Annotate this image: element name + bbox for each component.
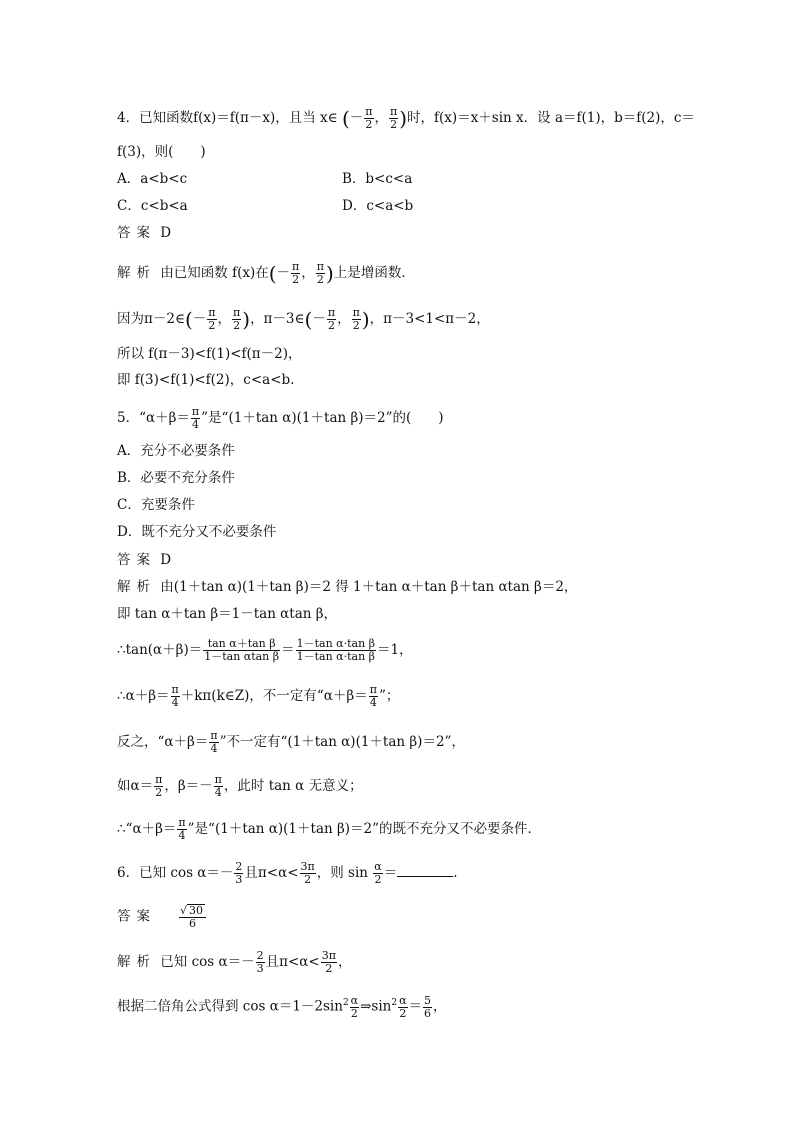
q5-answer — [117, 551, 171, 569]
q5-solution-6: 如α＝ $\frac{\pi}{2}$ ，β＝－ $\frac{\pi}{4}$ ，此时 tan α 无意义； — [117, 773, 363, 799]
q5-solution-4: ∴α＋β＝ $\frac{\pi}{4}$ ＋kπ(k∈Z)，不一定有“α＋β＝ $\frac{\pi}{4}$ ”； — [117, 683, 400, 709]
answer-blank — [397, 864, 453, 877]
answer-label: 答案 — [117, 908, 156, 925]
q4-option-c: C．c<b<a — [117, 198, 188, 214]
solution-label: 解析 — [117, 579, 156, 595]
answer-value: $\frac{√ 30}{6}$ — [179, 904, 206, 930]
q5-solution-5: 反之，“α＋β＝ $\frac{\pi}{4}$ ”不一定有“(1＋tan α)(1＋tan β)＝2”， — [117, 729, 465, 755]
q4-solution-4: 即 f(3)<f(1)<f(2)，c<a<b. — [117, 372, 295, 388]
answer-label: 答案 — [117, 552, 156, 568]
q4-stem-line2: f(3)，则( ) — [117, 144, 206, 160]
answer-value: D — [160, 225, 172, 241]
q5-option-b: B．必要不充分条件 — [117, 470, 235, 486]
q6-solution-2: 根据二倍角公式得到 $\cos \alpha=1-2\sin^2$ $\frac{\alpha}{2}$ $\Rightarrow\sin^2$ $\frac{\alpha}{2}$ ＝ $\frac{5}{6}$ ， — [117, 993, 447, 1020]
q5-solution-7: ∴“α＋β＝ $\frac{\pi}{4}$ ”是“(1＋tan α)(1＋tan β)＝2”的既不充分又不必要条件． — [117, 816, 542, 842]
q4-stem-c: 时，f(x)＝x＋sin x．设 a＝f(1)，b＝f(2)，c＝ — [407, 110, 695, 126]
q5-stem: 5．“α＋β＝ $\frac{\pi}{4}$ ”是“(1＋tan α)(1＋tan β)＝2”的( ) — [117, 405, 444, 431]
q4-solution-1: 解析 由已知函数 f(x)在(－ $\frac{\pi}{2}$ ， $\frac{\pi}{2}$ )上是增函数． — [117, 260, 415, 286]
q5-option-c: C．充要条件 — [117, 497, 195, 513]
answer-value: D — [160, 552, 172, 568]
q4-option-a: A．a<b<c — [117, 171, 188, 187]
q6-answer — [117, 904, 207, 930]
q4-frac-right: $\frac{\pi}{2}$ — [390, 105, 398, 131]
q6-solution-1: 解析 已知 cos α＝－ $\frac{2}{3}$ 且π<α< $\frac{3\pi}{2}$ ， — [117, 949, 352, 975]
solution-label: 解析 — [117, 954, 156, 970]
solution-label: 解析 — [117, 265, 156, 281]
q4-answer — [117, 224, 171, 242]
q4-frac-left: $\frac{\pi}{2}$ — [365, 105, 373, 131]
q5-solution-2: 即 tan α＋tan β＝1－tan αtan β， — [117, 606, 338, 622]
q4-option-d: D．c<a<b — [342, 198, 414, 214]
q5-option-a: A．充分不必要条件 — [117, 443, 235, 459]
q6-stem: 6．已知 cos α＝－ $\frac{2}{3}$ 且π<α< $\frac{3\pi}{2}$ ，则 sin $\frac{\alpha}{2}$ ＝ . — [117, 860, 458, 886]
answer-label: 答案 — [117, 225, 156, 241]
q4-solution-3: 所以 f(π－3)<f(1)<f(π－2)， — [117, 346, 302, 362]
q5-solution-3: ∴tan(α＋β)＝ $\frac{\text{tan α＋tan β}}{\text{1－tan αtan β}}$ ＝ $\frac{\text{1－tan α·tan β}}{\text{1－tan α·tan β}}$ ＝1， — [117, 637, 413, 663]
q4-stem-b: f(x)＝f(π－x)，且当 x∈ — [193, 110, 338, 126]
q5-solution-1: 解析 由(1＋tan α)(1＋tan β)＝2 得 1＋tan α＋tan β＋tan αtan β＝2， — [117, 579, 578, 595]
q4-solution-2: 因为π－2∈(－ $\frac{\pi}{2}$ ， $\frac{\pi}{2}$ )，π－3∈(－ $\frac{\pi}{2}$ ， $\frac{\pi}{2}$ )，π－3<1<π－2， — [117, 306, 490, 332]
q4-option-b: B．b<c<a — [342, 171, 413, 187]
q4-stem-line1: 4．已知函数f(x)＝f(π－x)，且当 x∈ (－ $\frac{\pi}{2}$ ， $\frac{\pi}{2}$ )时，f(x)＝x＋sin x．设 a＝f(1)，b＝f(2)，c＝ — [117, 105, 695, 131]
q5-option-d: D．既不充分又不必要条件 — [117, 524, 277, 540]
q4-stem-a: 4．已知函数 — [117, 110, 194, 126]
